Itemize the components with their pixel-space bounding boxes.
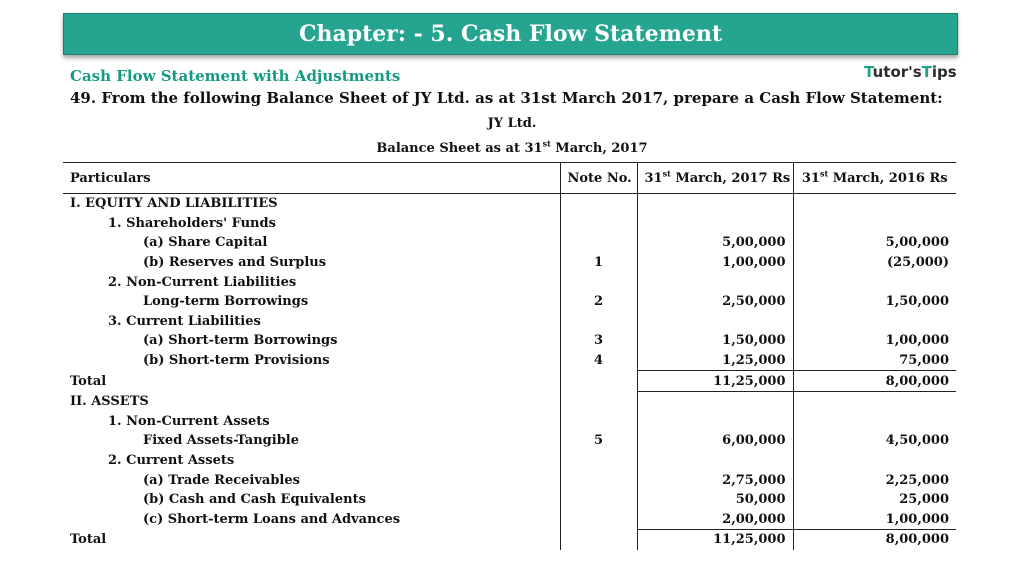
company-name: JY Ltd. <box>487 116 537 131</box>
row-note <box>560 470 637 490</box>
header-2016 <box>793 163 956 194</box>
row-value-2017: 50,000 <box>637 490 793 510</box>
row-value-2017 <box>637 391 793 411</box>
table-row <box>63 214 956 234</box>
row-note: 3 <box>560 331 637 351</box>
row-label: (c) Short-term Loans and Advances <box>143 512 401 528</box>
table-row <box>63 490 956 510</box>
row-note <box>560 510 637 530</box>
balance-sheet-table <box>63 162 956 550</box>
table-row <box>63 451 956 471</box>
row-label: 2. Non-Current Liabilities <box>108 274 297 290</box>
row-label: (a) Short-term Borrowings <box>143 333 338 349</box>
row-value-2016: 2,25,000 <box>793 470 956 490</box>
row-value-2017: 11,25,000 <box>637 371 793 392</box>
section-subtitle: Cash Flow Statement with Adjustments <box>70 67 401 85</box>
row-note: 4 <box>560 351 637 371</box>
h2016-pre: 31 <box>801 170 820 186</box>
row-label: 2. Current Assets <box>108 453 235 469</box>
row-value-2017 <box>637 214 793 234</box>
row-value-2016 <box>793 391 956 411</box>
row-value-2017 <box>637 272 793 292</box>
row-value-2016: 75,000 <box>793 351 956 371</box>
total-row <box>63 371 956 392</box>
row-value-2016 <box>793 214 956 234</box>
table-row <box>63 391 956 411</box>
row-label: II. ASSETS <box>70 393 149 409</box>
h2017-pre: 31 <box>644 170 663 186</box>
table-header-row <box>63 163 956 194</box>
row-value-2016 <box>793 312 956 332</box>
row-value-2016: 1,00,000 <box>793 510 956 530</box>
row-value-2017 <box>637 451 793 471</box>
row-value-2016: 8,00,000 <box>793 371 956 392</box>
row-value-2017: 2,00,000 <box>637 510 793 530</box>
header-2017 <box>637 163 793 194</box>
table-row <box>63 431 956 451</box>
logo-letter-t2: T <box>921 63 932 81</box>
table-row <box>63 412 956 432</box>
chapter-banner <box>63 13 958 55</box>
row-value-2016 <box>793 194 956 214</box>
row-note <box>560 194 637 214</box>
table-row <box>63 292 956 312</box>
table-row <box>63 194 956 214</box>
row-label: Total <box>70 532 107 548</box>
table-row <box>63 233 956 253</box>
row-value-2016: 4,50,000 <box>793 431 956 451</box>
row-value-2017: 1,50,000 <box>637 331 793 351</box>
row-label: (b) Reserves and Surplus <box>143 255 327 271</box>
row-note <box>560 412 637 432</box>
row-value-2016: 25,000 <box>793 490 956 510</box>
row-value-2017 <box>637 194 793 214</box>
row-value-2017 <box>637 312 793 332</box>
bs-title-pre: Balance Sheet as at 31 <box>376 141 543 156</box>
row-value-2016: 1,00,000 <box>793 331 956 351</box>
row-note <box>560 272 637 292</box>
table-row <box>63 312 956 332</box>
row-note <box>560 312 637 332</box>
row-value-2016 <box>793 451 956 471</box>
row-note: 2 <box>560 292 637 312</box>
row-note <box>560 451 637 471</box>
row-value-2017: 2,50,000 <box>637 292 793 312</box>
row-value-2017: 5,00,000 <box>637 233 793 253</box>
row-label: (b) Cash and Cash Equivalents <box>143 492 366 508</box>
row-value-2016: 1,50,000 <box>793 292 956 312</box>
row-note <box>560 214 637 234</box>
row-value-2017: 1,25,000 <box>637 351 793 371</box>
row-note <box>560 490 637 510</box>
row-label: 1. Non-Current Assets <box>108 413 270 429</box>
row-value-2017: 6,00,000 <box>637 431 793 451</box>
h2016-sup: st <box>819 168 829 179</box>
row-label: Fixed Assets-Tangible <box>143 433 299 449</box>
row-label: I. EQUITY AND LIABILITIES <box>70 196 278 212</box>
row-value-2016: 8,00,000 <box>793 530 956 550</box>
table-row <box>63 510 956 530</box>
table-row <box>63 272 956 292</box>
bs-title-post: March, 2017 <box>550 141 648 156</box>
row-note <box>560 391 637 411</box>
h2017-sup: st <box>662 168 671 179</box>
row-value-2017: 2,75,000 <box>637 470 793 490</box>
logo-letter-t: T <box>864 63 873 81</box>
header-note-no: Note No. <box>560 163 637 194</box>
row-label: (a) Share Capital <box>143 235 268 251</box>
table-row <box>63 253 956 273</box>
row-label: 1. Shareholders' Funds <box>108 215 276 231</box>
row-label: (b) Short-term Provisions <box>143 353 330 369</box>
h2016-post: March, 2016 Rs <box>828 170 948 186</box>
question-text: 49. From the following Balance Sheet of JY Ltd. as at 31st March 2017, prepare a Cash Flow Statement: <box>70 89 943 107</box>
row-value-2017 <box>637 412 793 432</box>
chapter-title: Chapter: - 5. Cash Flow Statement <box>298 21 723 47</box>
bs-title-sup: st <box>542 138 551 149</box>
header-particulars: Particulars <box>63 163 560 194</box>
logo-text-ips: ips <box>931 63 957 81</box>
tutorstips-logo <box>864 63 957 81</box>
row-label: Long-term Borrowings <box>143 294 309 310</box>
row-value-2016: (25,000) <box>793 253 956 273</box>
row-value-2016 <box>793 412 956 432</box>
row-note: 5 <box>560 431 637 451</box>
row-note <box>560 371 637 392</box>
row-label: Total <box>70 373 107 389</box>
row-note <box>560 233 637 253</box>
row-value-2017: 1,00,000 <box>637 253 793 273</box>
row-label: 3. Current Liabilities <box>108 313 261 329</box>
table-row <box>63 331 956 351</box>
balance-sheet-title <box>0 138 1024 156</box>
row-label: (a) Trade Receivables <box>143 472 300 488</box>
table-row <box>63 351 956 371</box>
row-note: 1 <box>560 253 637 273</box>
logo-text-utors: utor's <box>872 63 922 81</box>
row-value-2016 <box>793 272 956 292</box>
row-note <box>560 530 637 550</box>
row-value-2016: 5,00,000 <box>793 233 956 253</box>
row-value-2017: 11,25,000 <box>637 530 793 550</box>
h2017-post: March, 2017 Rs <box>670 170 791 186</box>
total-row <box>63 530 956 550</box>
table-row <box>63 470 956 490</box>
